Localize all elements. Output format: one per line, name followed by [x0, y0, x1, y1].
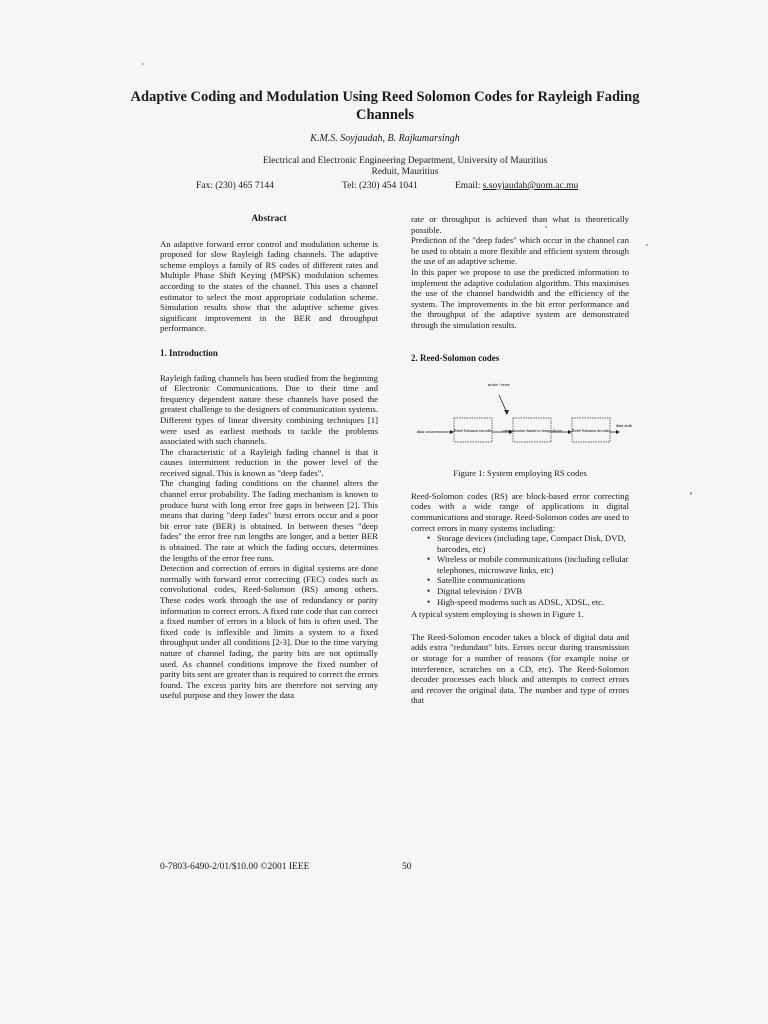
system-diagram	[411, 369, 633, 464]
intro-paragraph-1: Rayleigh fading channels has been studied from the beginning of Electronic Communications. Due to their time and frequency dependent nature these channels have posed the greatest challenge to the designers of communication systems. Different types of linear diversity combining techniques [1] were used as earliest methods to tackle the problems associated with such channels.	[160, 372, 378, 447]
data-sink-label: data sink	[615, 423, 633, 429]
author-list: K.M.S. Soyjaudah, B. Rajkumarsingh	[310, 133, 460, 144]
list-item: • Wireless or mobile communications (including cellular telephones, microwave links, etc)	[411, 554, 629, 575]
noise-arrowhead	[504, 410, 509, 415]
scan-speck	[142, 63, 144, 65]
list-item: • Storage devices (including tape, Compact Disk, DVD, barcodes, etc)	[411, 533, 629, 554]
figure-1	[411, 369, 633, 464]
affiliation	[180, 156, 630, 178]
email-label: Email:	[455, 181, 481, 191]
list-item: • High-speed modems such as ADSL, XDSL, etc.	[411, 597, 629, 608]
figure-1-caption: Figure 1: System employing RS codes	[453, 468, 587, 479]
intro-paragraph-2: The characteristic of a Rayleigh fading channel is that it causes intermittent reduction in the power level of the received signal. This is known as "deep fades".	[160, 446, 378, 478]
copyright-line: 0-7803-6490-2/01/$10.00 ©2001 IEEE	[160, 862, 310, 872]
email-line	[455, 181, 578, 191]
right-paragraph-3: In this paper we propose to use the predicted information to implement the adaptive codulation algorithm. This maximises the use of the channel bandwidth and the efficiency of the system. The improvements in the bit error performance and the throughput of the adaptive system are demonstrated through the simulation results.	[411, 266, 629, 330]
encoder-label: Reed-Solomon encoder	[454, 428, 492, 434]
intro-paragraph-4: Detection and correction of errors in digital systems are done normally with forward error correcting (FEC) codes such as convolutional codes, Reed-Solomon (RS) among others. These codes work through the use of redundancy or parity information to correct errors. A fixed rate code that can correct a fixed number of errors in a block of bits is often used. The fixed code is inflexible and limits a system to a fixed throughput under all conditions [2-3]. Due to the time varying nature of channel fading, the parity bits are not optimally used. As channel conditions improve the fixed number of parity bits sent are greater than is required to correct the errors found. The excess parity bits are therefore not serving any useful purpose and they lower the data	[160, 563, 378, 701]
page-number: 50	[402, 862, 412, 872]
introduction-heading: 1. Introduction	[160, 347, 218, 358]
scan-speck	[545, 226, 547, 228]
email-address[interactable]: s.soyjaudah@uom.ac.mu	[482, 181, 579, 191]
abstract-text: An adaptive forward error control and modulation scheme is proposed for slow Rayleigh fading channels. The adaptive scheme employs a family of RS codes of different rates and Multiple Phase Shift Keying (MPSK) modulation schemes according to the states of the channel. This uses a channel estimator to select the most appropriate codulation scheme. Simulation results show that the adaptive scheme gives significant improvement in the BER and throughput performance.	[160, 238, 378, 334]
rs-encoder-paragraph: The Reed-Solomon encoder takes a block of digital data and adds extra "redundant" bits. Errors occur during transmission or storage for a number of reasons (for example noise or interference, scratches on a CD, etc). The Reed-Solomon decoder processes each block and attempts to correct errors and recover the original data. The number and type of errors that	[411, 631, 629, 706]
abstract-heading: Abstract	[251, 214, 287, 224]
intro-paragraph-3: The changing fading conditions on the channel alters the channel error probability. The fading mechanism is known to produce burst with long error free gaps in between [2]. This means that during "deep fades" burst errors occur and a poor bit error rate (BER) is obtained. In between theses "deep fades" the error free run lengths are longer, and a better BER is obtained. The rate at which the fading occurs, determines the lengths of the error free runs.	[160, 478, 378, 563]
data-source-label: data source	[416, 429, 438, 435]
fax-number: Fax: (230) 465 7144	[196, 181, 274, 191]
list-item: • Digital television / DVB	[411, 586, 629, 597]
telephone-number: Tel: (230) 454 1041	[342, 181, 418, 191]
affiliation-line-2: Reduit, Mauritius	[371, 167, 439, 177]
decoder-label: Reed-Solomon decoder	[572, 428, 610, 434]
section-2-heading: 2. Reed-Solomon codes	[411, 352, 500, 363]
paper-title: Adaptive Coding and Modulation Using Reed Solomon Codes for Rayleigh Fading Channels	[130, 89, 640, 123]
noise-label-text: noise / error	[488, 382, 510, 388]
right-paragraph-1: rate or throughput is achieved than what is theoretically possible.	[411, 214, 629, 235]
right-column	[411, 214, 633, 706]
right-paragraph-2: Prediction of the "deep fades" which occur in the channel can be used to obtain a more flexible and efficient system through the use of an adaptive scheme.	[411, 235, 629, 267]
scan-speck	[646, 244, 648, 246]
list-item: • Satellite communications	[411, 575, 629, 586]
applications-list	[411, 533, 629, 607]
figure-reference-sentence: A typical system employing is shown in Figure 1.	[411, 609, 584, 620]
affiliation-line-1: Electrical and Electronic Engineering Department, University of Mauritius	[262, 156, 548, 166]
channel-label: communication channel or storage device	[502, 429, 562, 434]
noise-label	[488, 382, 510, 387]
arrowhead-4	[616, 430, 620, 434]
rs-intro-paragraph: Reed-Solomon codes (RS) are block-based error correcting codes with a wide range of applications in digital communications and storage. Reed-Solomon codes are used to correct errors in many systems including:	[411, 490, 629, 533]
left-column	[160, 214, 378, 701]
scan-speck	[690, 492, 692, 495]
